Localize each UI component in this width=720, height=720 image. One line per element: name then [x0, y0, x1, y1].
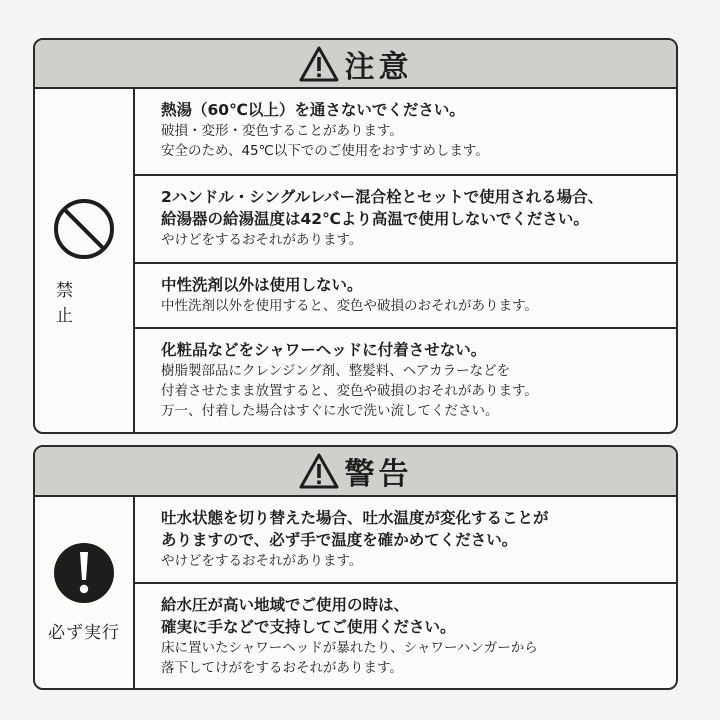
mandatory-action-icon [53, 542, 115, 604]
mandatory-column [35, 497, 135, 688]
caution-item-heading: 給湯器の給湯温度は42℃より高温で使用しないでください。 [161, 210, 589, 228]
warning-item [135, 584, 676, 688]
caution-panel [33, 38, 678, 434]
mandatory-label: 必ず実行 [48, 623, 120, 643]
caution-item-heading: 化粧品などをシャワーヘッドに付着させない。 [161, 341, 487, 359]
prohibition-icon [51, 196, 117, 262]
warning-triangle-icon [299, 46, 339, 82]
caution-header [35, 40, 676, 89]
caution-item-text: 樹脂製部品にクレンジング剤、整髪料、ヘアカラーなどを [161, 363, 511, 379]
caution-item-text: やけどをするおそれがあります。 [161, 232, 363, 248]
caution-item [135, 329, 676, 432]
warning-title: 警告 [344, 457, 413, 492]
caution-item [135, 176, 676, 264]
caution-item [135, 89, 676, 176]
caution-item-text: 破損・変形・変色することがあります。 [161, 123, 403, 139]
warning-item-heading: 給水圧が高い地域でご使用の時は、 [161, 596, 410, 614]
caution-item-text: 中性洗剤以外を使用すると、変色や破損のおそれがあります。 [161, 298, 538, 314]
caution-item-heading: 2ハンドル・シングルレバー混合栓とセットで使用される場合、 [161, 188, 604, 206]
warning-panel [33, 445, 678, 690]
caution-item-text: 付着させたまま放置すると、変色や破損のおそれがあります。 [161, 383, 538, 399]
warning-item-heading: 吐水状態を切り替えた場合、吐水温度が変化することが [161, 509, 549, 527]
warning-item-text: 床に置いたシャワーヘッドが暴れたり、シャワーハンガーから [161, 640, 538, 656]
warning-item-heading: 確実に手などで支持してご使用ください。 [161, 618, 456, 636]
caution-item-heading: 中性洗剤以外は使用しない。 [161, 276, 363, 294]
caution-item-heading: 熱湯（60℃以上）を通さないでください。 [161, 101, 465, 119]
prohibition-label: 禁 止 [56, 280, 134, 326]
caution-title: 注意 [344, 49, 413, 85]
prohibition-column [35, 89, 135, 432]
warning-item-heading: ありますので、必ず手で温度を確かめてください。 [161, 531, 518, 549]
caution-item-text: 万一、付着した場合はすぐに水で洗い流してください。 [161, 403, 499, 419]
warning-item-text: やけどをするおそれがあります。 [161, 553, 363, 569]
warning-item-text: 落下してけがをするおそれがあります。 [161, 660, 403, 676]
caution-item [135, 264, 676, 329]
warning-header [35, 447, 676, 497]
caution-item-text: 安全のため、45℃以下でのご使用をおすすめします。 [161, 143, 489, 159]
warning-item [135, 497, 676, 584]
warning-triangle-icon [299, 453, 339, 489]
